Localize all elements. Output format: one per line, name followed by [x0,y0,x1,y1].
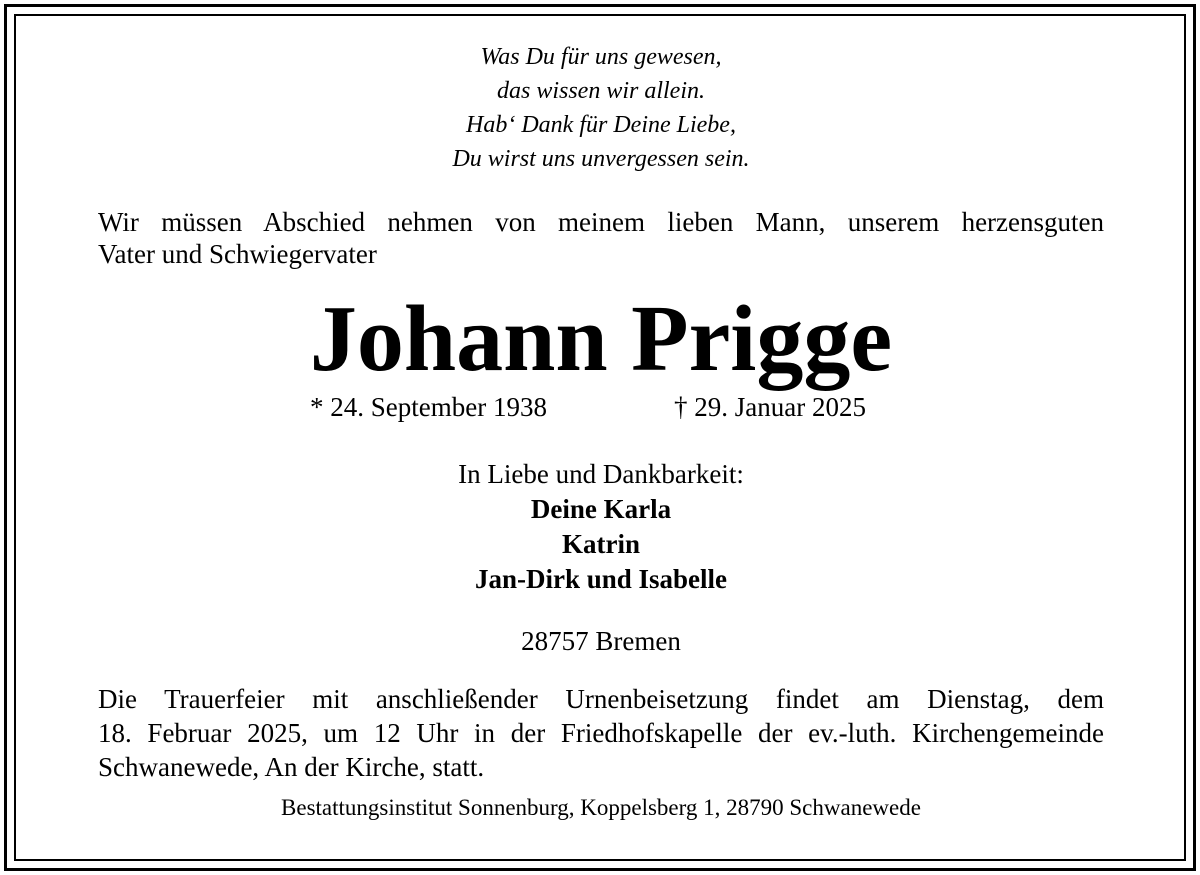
birth-date: * 24. September 1938 [310,392,547,422]
poem-line: Was Du für uns gewesen, [480,44,722,70]
poem-line: Hab‘ Dank für Deine Liebe, [466,112,736,138]
ceremony-line: 18. Februar 2025, um 12 Uhr in der Friedhofskapelle der ev.-luth. Kirchengemeinde [98,718,1104,748]
family-member: Jan-Dirk und Isabelle [474,564,728,594]
life-dates [98,389,1104,427]
deceased-name: Johann Prigge [309,287,893,391]
ceremony-notice [98,682,1104,784]
family-member: Deine Karla [530,494,672,524]
family-member: Katrin [562,529,640,559]
poem [98,40,1104,176]
intro-line: Vater und Schwiegervater [98,239,377,269]
ceremony-line: Schwanewede, An der Kirche, statt. [98,752,485,782]
obituary-notice [98,40,1104,823]
city-line: 28757 Bremen [521,626,681,656]
intro-text [98,206,1104,270]
ceremony-line: Die Trauerfeier mit anschließender Urnenbeisetzung findet am Dienstag, dem [98,684,1104,714]
signature-heading: In Liebe und Dankbarkeit: [458,459,744,489]
family-signature [98,457,1104,597]
death-date: † 29. Januar 2025 [674,392,866,422]
undertaker-address: Bestattungsinstitut Sonnenburg, Koppelsberg 1, 28790 Schwanewede [281,795,921,820]
poem-line: das wissen wir allein. [496,78,706,104]
intro-line: Wir müssen Abschied nehmen von meinem lieben Mann, unserem herzensguten [98,207,1104,237]
poem-line: Du wirst uns unvergessen sein. [452,146,750,172]
